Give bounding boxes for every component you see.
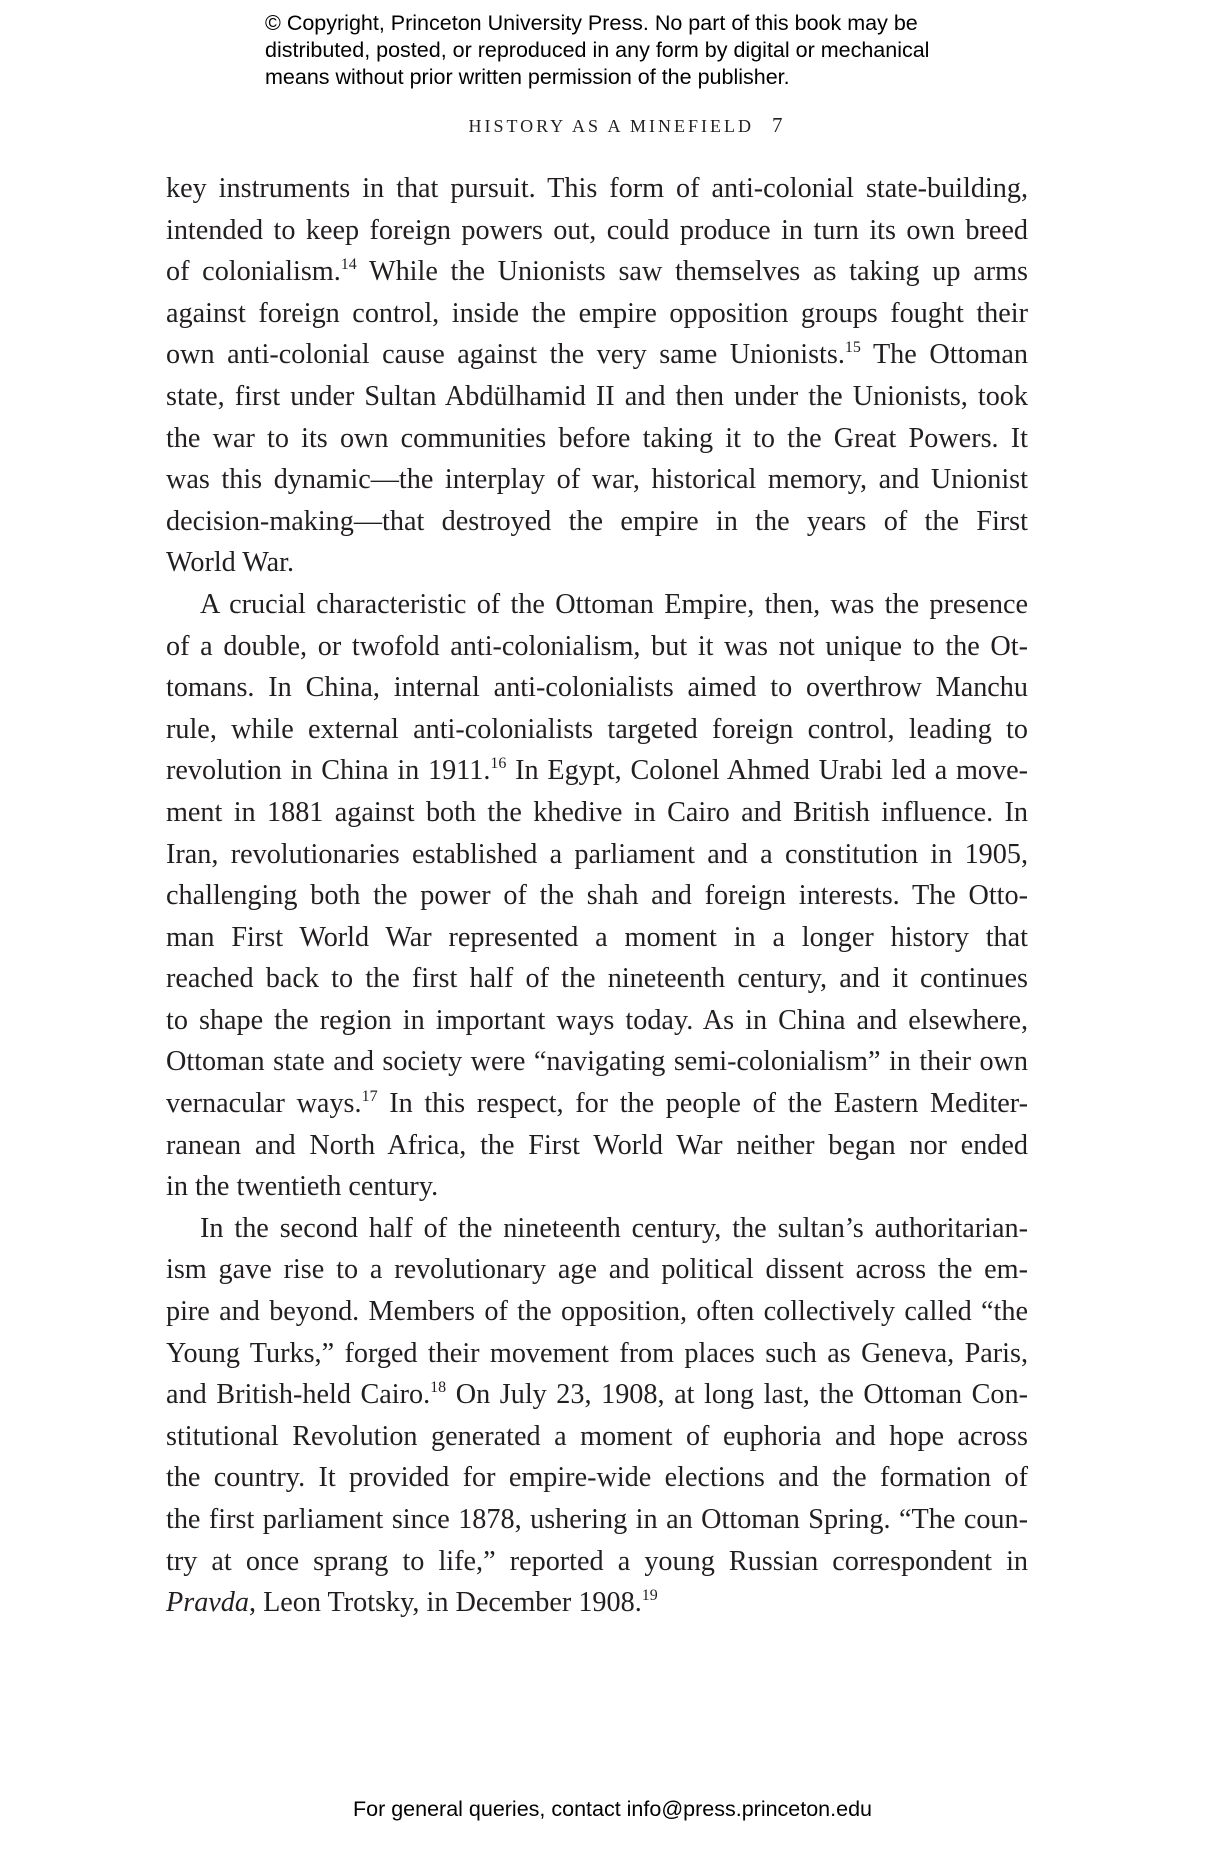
copyright-line: means without prior written permission of the publisher.	[265, 65, 790, 89]
footer-contact: For general queries, contact info@press.princeton.edu	[352, 1797, 872, 1821]
text-line: Pravda, Leon Trotsky, in December 1908.19	[166, 1587, 658, 1619]
text-line: World War.	[166, 547, 295, 579]
text-line: intended to keep foreign powers out, could produce in turn its own breed	[166, 214, 1028, 246]
text-line: the first parliament since 1878, ushering in an Ottoman Spring. “The coun-	[166, 1504, 1028, 1535]
text-line: man First World War represented a moment in a longer history that	[166, 921, 1028, 953]
footnote-marker[interactable]: 14	[340, 256, 357, 274]
paragraph	[166, 584, 1028, 1208]
body-text	[166, 168, 1028, 1624]
text-line: rule, while external anti-colonialists targeted foreign control, leading to	[166, 713, 1028, 745]
text-line: Iran, revolutionaries established a parliament and a constitution in 1905,	[166, 838, 1028, 870]
text-line: and British-held Cairo.$^{18}$ On July 23, 1908, at long last, the Ottoman Con-	[166, 1379, 1029, 1411]
text-line: own anti-colonial cause against the very same Unionists.$^{15}$ The Ottoman	[166, 339, 1028, 371]
text-line: Young Turks,” forged their movement from places such as Geneva, Paris,	[166, 1337, 1028, 1369]
publication-title: Pravda	[166, 1587, 249, 1619]
text-line: try at once sprang to life,” reported a young Russian correspondent in	[166, 1545, 1028, 1577]
text-line: revolution in China in 1911.16 In Egypt, Colonel Ahmed Urabi led a move-	[166, 755, 1028, 787]
copyright-notice	[265, 10, 1025, 91]
page-number: 7	[772, 113, 783, 137]
text-line: of a double, or twofold anti-colonialism, but it was not unique to the Ot-	[166, 630, 1028, 662]
text-line: ranean and North Africa, the First World War neither began nor ended	[166, 1129, 1028, 1161]
text-line: against foreign control, inside the empire opposition groups fought their	[166, 297, 1028, 329]
text-line: decision-making—that destroyed the empire in the years of the First	[166, 505, 1028, 537]
text-line: in the twentieth century.	[166, 1171, 439, 1203]
text-line: A crucial characteristic of the Ottoman Empire, then, was the presence	[200, 588, 1028, 620]
text-line: tomans. In China, internal anti-colonialists aimed to overthrow Manchu	[166, 672, 1028, 704]
footnote-marker[interactable]: 18	[430, 1379, 447, 1397]
text-line: vernacular ways.$^{17}$ In this respect, for the people of the Eastern Mediter-	[166, 1088, 1028, 1120]
running-head	[0, 112, 1225, 139]
paragraph	[166, 1208, 1028, 1624]
text-line: to shape the region in important ways today. As in China and elsewhere,	[166, 1004, 1028, 1036]
footnote-marker[interactable]: 19	[641, 1587, 658, 1605]
footnote-marker[interactable]: 15	[844, 339, 861, 357]
copyright-line: distributed, posted, or reproduced in any form by digital or mechanical	[265, 38, 930, 62]
text-line: Ottoman state and society were “navigating semi-colonialism” in their own	[166, 1046, 1028, 1078]
text-line: ment in 1881 against both the khedive in Cairo and British influence. In	[166, 796, 1028, 828]
footnote-marker[interactable]: 16	[490, 755, 507, 773]
text-line: ism gave rise to a revolutionary age and political dissent across the em-	[166, 1254, 1028, 1286]
text-line: was this dynamic—the interplay of war, historical memory, and Unionist	[166, 464, 1028, 496]
text-line: reached back to the first half of the nineteenth century, and it continues	[166, 963, 1028, 995]
text-line: of colonialism.$^{14}$ While the Unionists saw themselves as taking up arms	[166, 256, 1028, 288]
text-line: challenging both the power of the shah and foreign interests. The Otto-	[166, 880, 1028, 912]
text-line: the war to its own communities before taking it to the Great Powers. It	[166, 422, 1028, 454]
text-line: key instruments in that pursuit. This form of anti-colonial state-building,	[166, 173, 1028, 204]
running-head-title: HISTORY AS A MINEFIELD	[468, 116, 755, 136]
text-line: state, first under Sultan Abdülhamid II and then under the Unionists, took	[166, 380, 1028, 412]
paragraph	[166, 168, 1028, 584]
text-line: In the second half of the nineteenth century, the sultan’s authoritarian-	[200, 1212, 1028, 1244]
copyright-line: © Copyright, Princeton University Press. No part of this book may be	[265, 11, 918, 35]
text-line: pire and beyond. Members of the opposition, often collectively called “the	[166, 1296, 1028, 1328]
footnote-marker[interactable]: 17	[361, 1088, 378, 1106]
text-line: stitutional Revolution generated a moment of euphoria and hope across	[166, 1420, 1028, 1452]
text-line: the country. It provided for empire-wide elections and the formation of	[166, 1462, 1028, 1494]
